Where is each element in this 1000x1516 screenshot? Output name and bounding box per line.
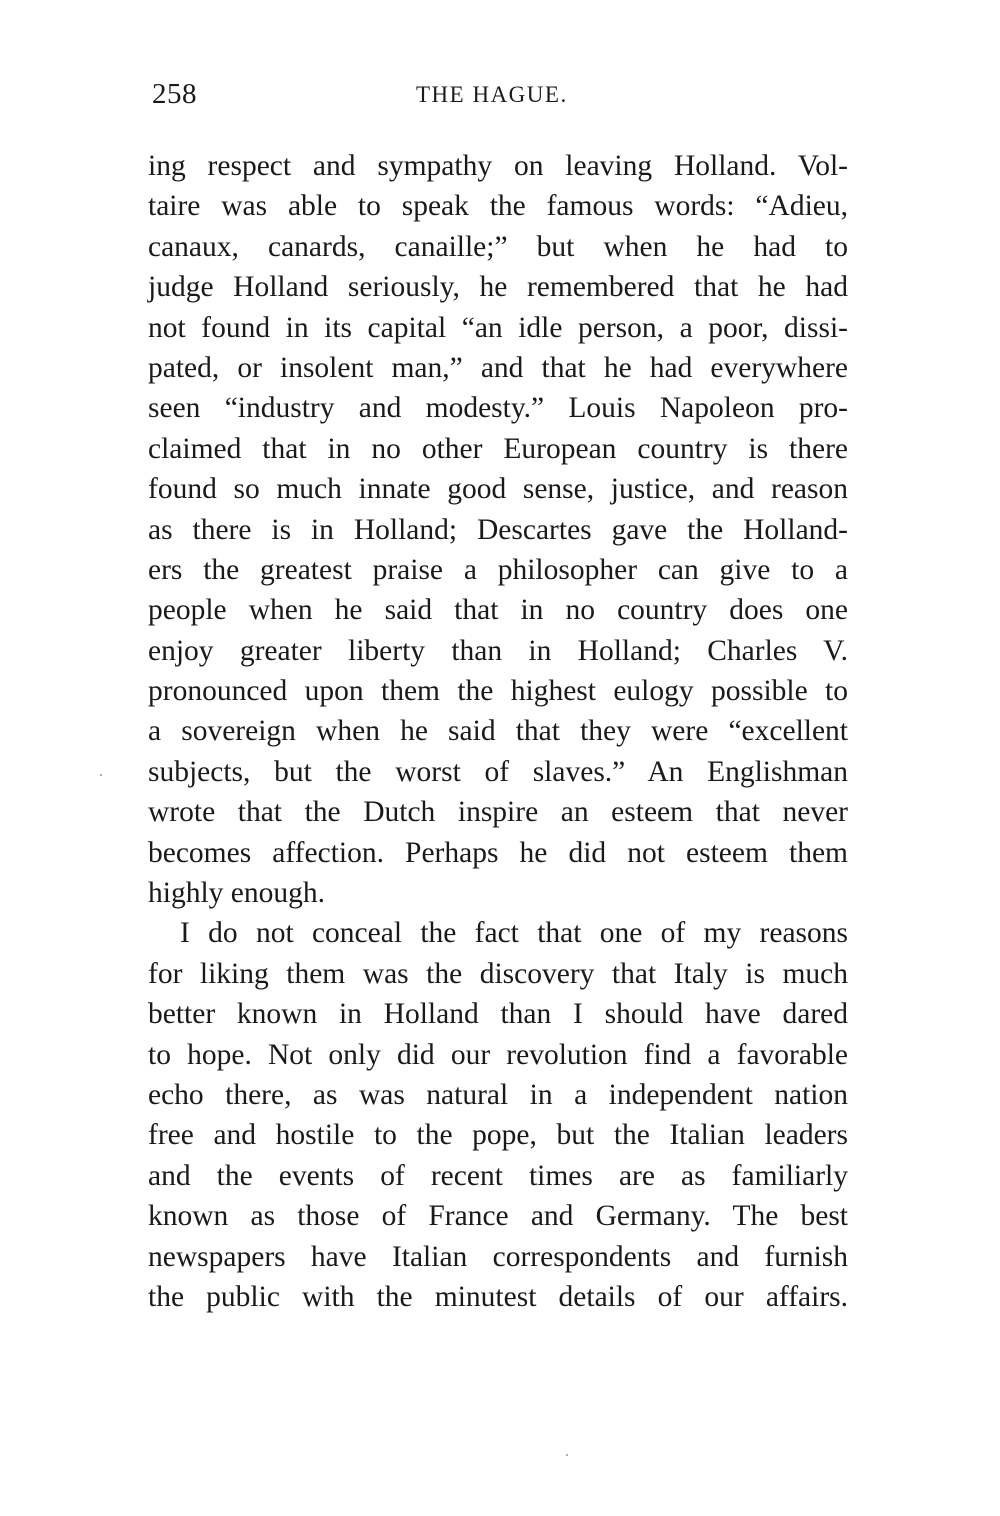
text-line: the public with the minutest details of our affairs. (148, 1280, 848, 1313)
running-head (152, 78, 842, 118)
text-line: pated, or insolent man,” and that he had everywhere (148, 351, 848, 384)
text-line: pronounced upon them the highest eulogy possible to (148, 675, 848, 708)
text-line: a sovereign when he said that they were “excellent (148, 715, 848, 748)
text-line: highly enough. (148, 877, 325, 910)
text-line: and the events of recent times are as familiarly (148, 1159, 848, 1192)
body-text (148, 146, 848, 1317)
text-line: not found in its capital “an idle person, a poor, dissi- (148, 311, 848, 344)
text-line: better known in Holland than I should have dared (148, 998, 848, 1031)
text-line: free and hostile to the pope, but the Italian leaders (148, 1119, 848, 1152)
text-line: ers the greatest praise a philosopher can give to a (148, 553, 848, 586)
paragraph-1 (148, 146, 848, 913)
text-line: enjoy greater liberty than in Holland; Charles V. (148, 634, 848, 667)
text-line: seen “industry and modesty.” Louis Napoleon pro- (148, 392, 848, 425)
text-line: becomes affection. Perhaps he did not esteem them (148, 836, 848, 869)
text-line: taire was able to speak the famous words: “Adieu, (148, 190, 848, 223)
text-line: wrote that the Dutch inspire an esteem that never (148, 796, 848, 829)
text-line: as there is in Holland; Descartes gave the Holland- (148, 513, 848, 546)
running-title: THE HAGUE. (416, 82, 568, 107)
text-line: claimed that in no other European country is there (148, 432, 848, 465)
text-line: known as those of France and Germany. The best (148, 1200, 848, 1233)
text-line: ing respect and sympathy on leaving Holland. Vol- (148, 150, 848, 182)
text-line: found so much innate good sense, justice, and reason (148, 473, 848, 506)
text-line: for liking them was the discovery that Italy is much (148, 957, 848, 990)
text-line: to hope. Not only did our revolution find a favorable (148, 1038, 848, 1071)
text-line: subjects, but the worst of slaves.” An Englishman (148, 755, 848, 788)
print-speck (100, 774, 102, 776)
print-speck (566, 1454, 568, 1456)
text-line: echo there, as was natural in a independent nation (148, 1078, 848, 1111)
text-line: I do not conceal the fact that one of my reasons (180, 917, 848, 950)
text-line: newspapers have Italian correspondents and furnish (148, 1240, 848, 1273)
paragraph-2 (148, 913, 848, 1317)
page-number: 258 (152, 78, 197, 110)
text-line: judge Holland seriously, he remembered that he had (148, 271, 848, 304)
text-line: people when he said that in no country does one (148, 594, 848, 627)
text-line: canaux, canards, canaille;” but when he had to (148, 230, 848, 263)
